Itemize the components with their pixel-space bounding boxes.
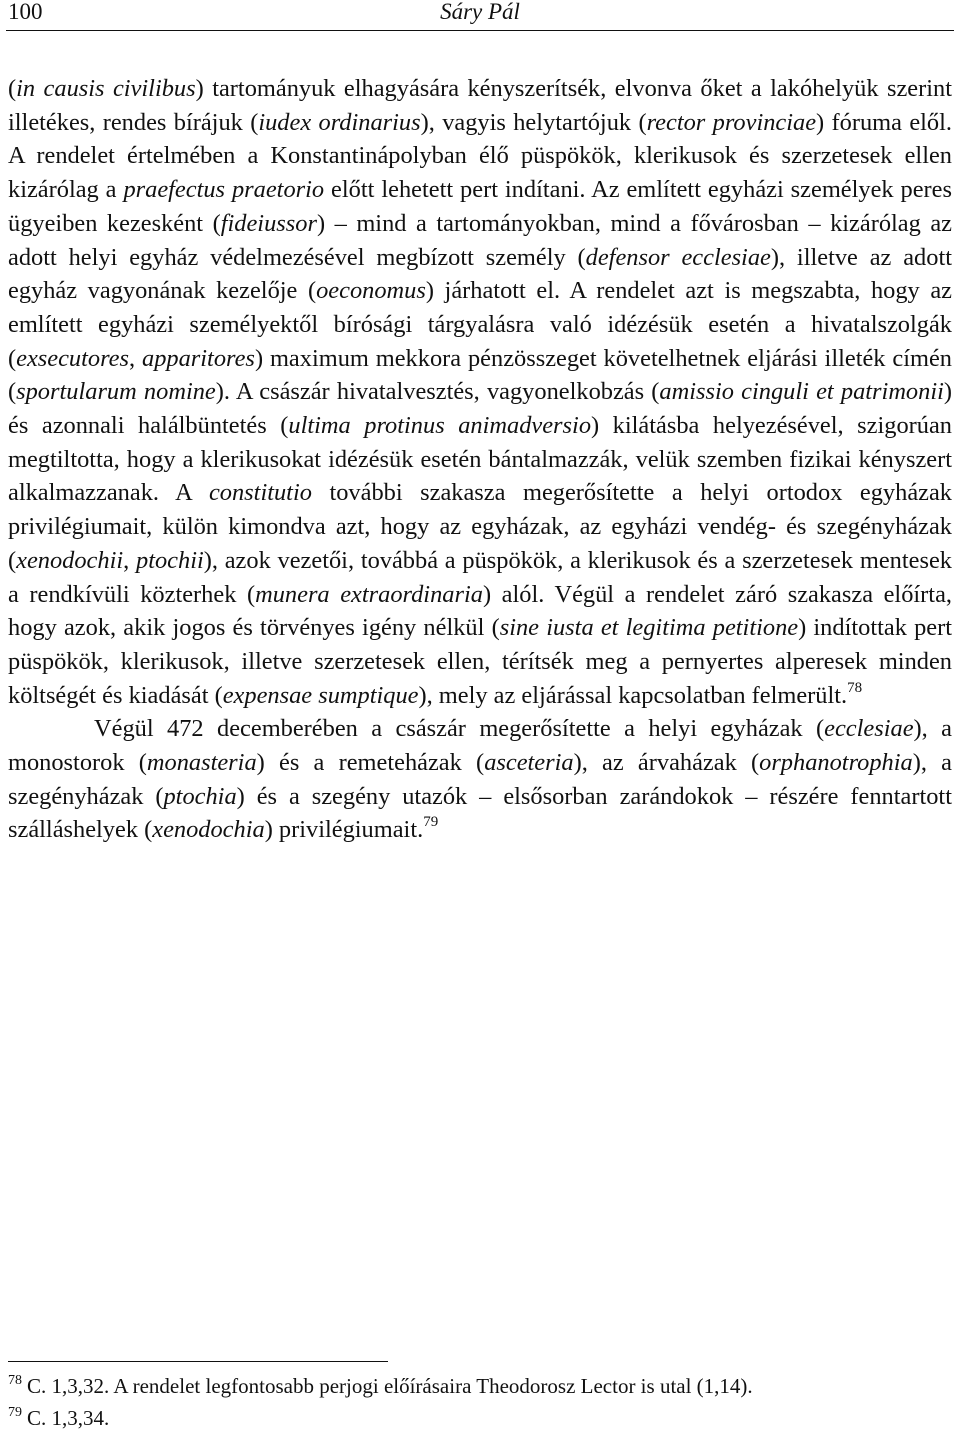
text-run: ), mely az eljárással kapcsolatban felmerült. bbox=[418, 681, 848, 709]
text-run: ) maximum mekkora pénzösszeget követelhetnek eljárási illeték címén ( bbox=[8, 344, 952, 406]
latin-term: in causis civilibus bbox=[16, 75, 196, 102]
text-run: ) kilátásba helyezésével, szigorúan megtiltotta, hogy a klerikusokat idézésük esetén bántalmazzák, velük szemben fizikai kényszert alkalmazzanak. A bbox=[8, 412, 952, 507]
latin-term: rector provinciae bbox=[646, 108, 817, 136]
text-run: ) fóruma elől. A rendelet értelmében a Konstantinápolyban élő püspökök, klerikusok és szerzetesek ellen kizárólag a bbox=[8, 108, 952, 204]
text-run: ), azok vezetői, továbbá a püspökök, a klerikusok és a szerzetesek mentesek a rendkívüli közterhek ( bbox=[8, 546, 952, 608]
latin-term: xenodochia bbox=[152, 816, 265, 844]
footnote-text: C. 1,3,34. bbox=[27, 1406, 110, 1430]
latin-term: asceteria bbox=[484, 749, 574, 777]
latin-term: exsecutores bbox=[16, 344, 129, 372]
latin-term: iudex ordinarius bbox=[258, 108, 421, 136]
page-number: 100 bbox=[8, 0, 43, 24]
latin-term: apparitores bbox=[142, 344, 255, 372]
latin-term: constitutio bbox=[208, 479, 312, 507]
latin-term: orphanotrophia bbox=[759, 749, 913, 777]
text-run: ) privilégiumait. bbox=[264, 816, 424, 844]
text-run: ) és a remeteházak ( bbox=[256, 749, 485, 777]
latin-term: monasteria bbox=[146, 749, 257, 777]
latin-term: munera extraordinaria bbox=[255, 580, 483, 608]
footnote-divider bbox=[8, 1361, 388, 1362]
footnote-number: 78 bbox=[8, 1373, 22, 1388]
footnote-text: C. 1,3,32. A rendelet legfontosabb perjogi előírásaira Theodorosz Lector is utal (1,14). bbox=[27, 1374, 753, 1398]
latin-term: amissio cinguli et patrimonii bbox=[659, 378, 944, 406]
footnote bbox=[8, 1372, 952, 1404]
latin-term: praefectus praetorio bbox=[123, 176, 325, 204]
footnote-reference: 79 bbox=[423, 814, 439, 831]
latin-term: sine iusta et legitima petitione bbox=[499, 614, 799, 642]
latin-term: ecclesiae bbox=[824, 715, 914, 743]
latin-term: oeconomus bbox=[316, 277, 426, 305]
latin-term: xenodochii bbox=[16, 546, 124, 574]
text-run: ), az árvaházak ( bbox=[573, 749, 760, 777]
text-run: , bbox=[129, 344, 142, 372]
text-run: Végül 472 decemberében a császár megerősítette a helyi egyházak ( bbox=[94, 715, 825, 743]
latin-term: ultima protinus animadversio bbox=[288, 412, 592, 440]
text-run: ) alól. Végül a rendelet záró szakasza előírta, hogy azok, akik jogos és törvényes igény nélkül ( bbox=[8, 580, 953, 642]
text-run: ), vagyis helytartójuk ( bbox=[420, 108, 647, 136]
text-run: ( bbox=[8, 75, 17, 102]
latin-term: defensor ecclesiae bbox=[585, 243, 771, 271]
latin-term: ptochii bbox=[136, 546, 204, 574]
paragraph bbox=[8, 72, 952, 712]
text-run: ). A császár hivatalvesztés, vagyonelkobzás ( bbox=[215, 378, 660, 406]
latin-term: expensae sumptique bbox=[222, 681, 419, 709]
latin-term: fideiussor bbox=[220, 209, 317, 237]
text-run: ) és azonnali halálbüntetés ( bbox=[8, 378, 952, 440]
text-run: ) tartományuk elhagyására kényszerítsék, elvonva őket a lakóhelyük szerint illetékes, rendes bírájuk ( bbox=[8, 75, 952, 136]
text-run: további szakasza megerősítette a helyi ortodox egyházak privilégiumait, külön kimondva azt, hogy az egyházak, az egyházi vendég- és szegényházak ( bbox=[8, 479, 952, 574]
text-run: előtt lehetett pert indítani. Az említett egyházi személyek peres ügyeiben kezesként ( bbox=[8, 176, 953, 237]
text-run: , bbox=[123, 546, 136, 574]
paragraph bbox=[8, 712, 952, 847]
footnote bbox=[8, 1404, 952, 1436]
latin-term: ptochia bbox=[163, 782, 237, 810]
text-run: ) és a szegény utazók – elsősorban zarándokok – részére fenntartott szálláshelyek ( bbox=[8, 782, 952, 844]
text-run: ), a szegényházak ( bbox=[8, 749, 952, 810]
body-text bbox=[8, 72, 952, 847]
footnote-reference: 78 bbox=[847, 679, 863, 696]
footnotes bbox=[8, 1372, 952, 1436]
footnote-number: 79 bbox=[8, 1405, 22, 1420]
text-run: ), a monostorok ( bbox=[8, 715, 952, 777]
text-run: ), illetve az adott egyház vagyonának kezelője ( bbox=[8, 243, 952, 305]
text-run: ) – mind a tartományokban, mind a fővárosban – kizárólag az adott helyi egyház védelmezésével megbízott személy ( bbox=[8, 209, 952, 271]
running-head-author: Sáry Pál bbox=[440, 0, 520, 24]
page-header bbox=[6, 0, 954, 31]
text-run: ) járhatott el. A rendelet azt is megszabta, hogy az említett egyházi személyektől bírósági tárgyalásra való idézésük esetén a hivatalszolgák ( bbox=[8, 277, 952, 372]
text-run: ) indítottak pert püspökök, klerikusok, illetve szerzetesek ellen, térítsék meg a pernyertes alperesek minden költségét és kiadását ( bbox=[8, 614, 953, 709]
latin-term: sportularum nomine bbox=[16, 378, 216, 406]
